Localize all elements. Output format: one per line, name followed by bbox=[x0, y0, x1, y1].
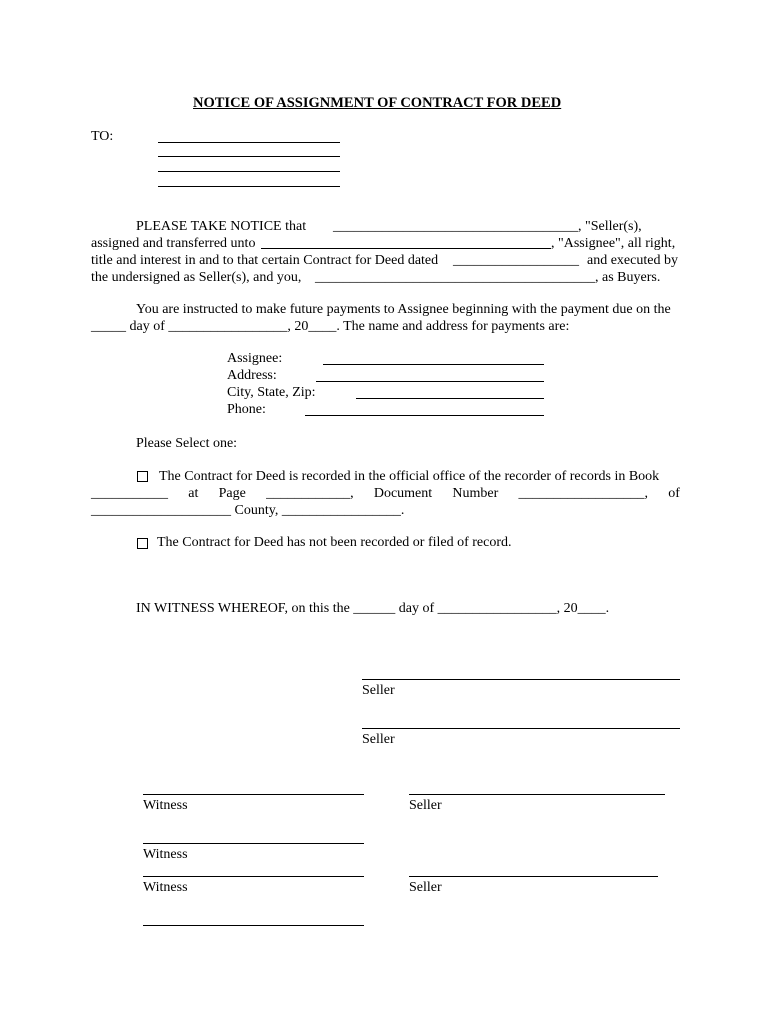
phone-field[interactable] bbox=[305, 415, 544, 416]
option1-line2 bbox=[91, 486, 680, 502]
to-line-3[interactable] bbox=[158, 171, 340, 172]
to-label: TO: bbox=[91, 129, 114, 144]
assigned-text: assigned and transferred unto bbox=[91, 236, 256, 251]
city-state-zip-label: City, State, Zip: bbox=[227, 385, 316, 400]
select-one-label: Please Select one: bbox=[136, 436, 238, 451]
contract-date-blank[interactable]: __________________ bbox=[453, 253, 579, 268]
to-line-1[interactable] bbox=[158, 142, 340, 143]
seller-signature-line-1[interactable] bbox=[362, 679, 680, 680]
not-recorded-checkbox[interactable] bbox=[137, 538, 148, 549]
document-word: Document bbox=[373, 486, 433, 501]
number-word: Number bbox=[452, 486, 499, 501]
county-line[interactable]: ____________________ County, _________________. bbox=[91, 503, 405, 518]
witness-signature-line-4[interactable] bbox=[143, 925, 364, 926]
phone-label: Phone: bbox=[227, 402, 266, 417]
option1-line1: The Contract for Deed is recorded in the official office of the recorder of records in Book bbox=[159, 469, 660, 484]
undersigned-text: the undersigned as Seller(s), and you, bbox=[91, 270, 302, 285]
recorded-checkbox[interactable] bbox=[137, 471, 148, 482]
title-interest-text: title and interest in and to that certain Contract for Deed dated bbox=[91, 253, 439, 268]
witness-clause[interactable]: IN WITNESS WHEREOF, on this the ______ day of _________________, 20____. bbox=[136, 601, 610, 616]
seller-label-4: Seller bbox=[409, 880, 442, 895]
to-line-2[interactable] bbox=[158, 156, 340, 157]
seller-signature-line-3[interactable] bbox=[409, 794, 665, 795]
buyers-blank-text[interactable]: ________________________________________, as Buyers. bbox=[315, 270, 661, 285]
witness-signature-line-3[interactable] bbox=[143, 876, 364, 877]
at-word: at bbox=[188, 486, 199, 501]
seller-label-1: Seller bbox=[362, 683, 395, 698]
seller-label-2: Seller bbox=[362, 732, 395, 747]
seller-blank-text[interactable]: ___________________________________, "Seller(s), bbox=[333, 219, 642, 234]
witness-signature-line-1[interactable] bbox=[143, 794, 364, 795]
payments-date-line[interactable]: _____ day of _________________, 20____. The name and address for payments are: bbox=[91, 319, 570, 334]
seller-signature-line-2[interactable] bbox=[362, 728, 680, 729]
document-number-blank[interactable]: __________________, bbox=[518, 486, 649, 501]
address-label: Address: bbox=[227, 368, 277, 383]
executed-by-text: and executed by bbox=[587, 253, 678, 268]
assignee-quote-text: , "Assignee", all right, bbox=[551, 236, 676, 251]
assignee-name-line[interactable] bbox=[261, 248, 551, 249]
assignee-label: Assignee: bbox=[227, 351, 283, 366]
witness-label-1: Witness bbox=[143, 798, 188, 813]
seller-label-3: Seller bbox=[409, 798, 442, 813]
witness-label-3: Witness bbox=[143, 880, 188, 895]
witness-signature-line-2[interactable] bbox=[143, 843, 364, 844]
book-blank[interactable]: ___________ bbox=[91, 486, 168, 501]
seller-signature-line-4[interactable] bbox=[409, 876, 658, 877]
city-state-zip-field[interactable] bbox=[356, 398, 544, 399]
of-word: of bbox=[668, 486, 680, 501]
notice-lead: PLEASE TAKE NOTICE that bbox=[136, 219, 307, 234]
address-field[interactable] bbox=[316, 381, 544, 382]
assignee-field[interactable] bbox=[323, 364, 544, 365]
witness-label-2: Witness bbox=[143, 847, 188, 862]
page-title: NOTICE OF ASSIGNMENT OF CONTRACT FOR DEED bbox=[193, 95, 562, 111]
page-blank[interactable]: ____________, bbox=[266, 486, 354, 501]
to-line-4[interactable] bbox=[158, 186, 340, 187]
option2-text: The Contract for Deed has not been recorded or filed of record. bbox=[157, 535, 512, 550]
payments-instruction: You are instructed to make future payments to Assignee beginning with the payment due on the bbox=[136, 302, 671, 317]
page-word: Page bbox=[218, 486, 246, 501]
